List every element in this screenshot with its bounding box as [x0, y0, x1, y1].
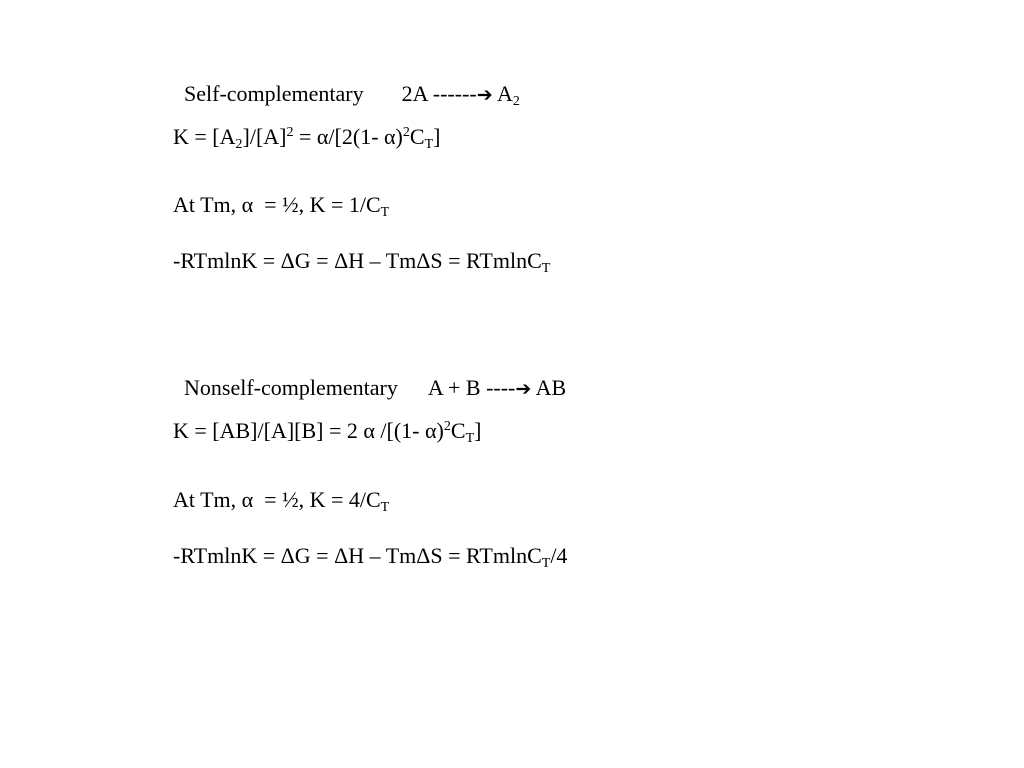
self-free-energy: [173, 248, 550, 274]
nonself-tm-text: At Tm, α = ½, K = 4/C: [173, 487, 381, 512]
self-tm-condition: [173, 192, 389, 218]
nonself-k-sup-1: 2: [443, 419, 451, 434]
self-k-sub-2: T: [424, 137, 434, 152]
right-arrow-icon: ➔: [515, 378, 532, 400]
self-reaction-lhs: 2A ------: [401, 81, 477, 106]
self-k-sub-1: 2: [235, 137, 243, 152]
self-k-part-1: K = [A: [173, 124, 236, 149]
nonself-k-part-3: ]: [474, 418, 482, 443]
right-arrow-icon: ➔: [476, 84, 493, 106]
nonself-energy-text: -RTmlnK = ΔG = ΔH – TmΔS = RTmlnC: [173, 543, 542, 568]
nonself-energy-sub: T: [541, 556, 551, 571]
nonself-energy-tail: /4: [550, 543, 568, 568]
self-tm-sub: T: [380, 205, 390, 220]
nonself-free-energy: [173, 543, 567, 569]
nonself-k-part-2: C: [450, 418, 466, 443]
nonself-complementary-title: Nonself-complementary: [184, 375, 398, 400]
self-energy-text: -RTmlnK = ΔG = ΔH – TmΔS = RTmlnC: [173, 248, 542, 273]
self-tm-text: At Tm, α = ½, K = 1/C: [173, 192, 381, 217]
nonself-tm-condition: [173, 487, 389, 513]
self-k-part-5: ]: [433, 124, 441, 149]
nonself-complementary-reaction: [173, 349, 566, 402]
self-k-part-4: C: [409, 124, 425, 149]
nonself-k-sub-1: T: [465, 431, 475, 446]
self-k-part-3: = α/[2(1- α): [293, 124, 403, 149]
self-complementary-title: Self-complementary: [184, 81, 364, 106]
self-product-subscript: 2: [512, 94, 520, 109]
self-k-part-2: ]/[A]: [242, 124, 287, 149]
self-equilibrium-constant: [173, 124, 440, 150]
nonself-tm-sub: T: [380, 500, 390, 515]
nonself-equilibrium-constant: [173, 418, 481, 444]
nonself-k-part-1: K = [AB]/[A][B] = 2 α /[(1- α): [173, 418, 444, 443]
nonself-reaction-product: AB: [535, 375, 567, 400]
self-reaction-product: A: [496, 81, 513, 106]
self-energy-sub: T: [541, 261, 551, 276]
self-complementary-reaction: [173, 55, 520, 108]
nonself-reaction-lhs: A + B ----: [427, 375, 516, 400]
self-k-sup-1: 2: [286, 125, 294, 140]
self-k-sup-2: 2: [402, 125, 410, 140]
